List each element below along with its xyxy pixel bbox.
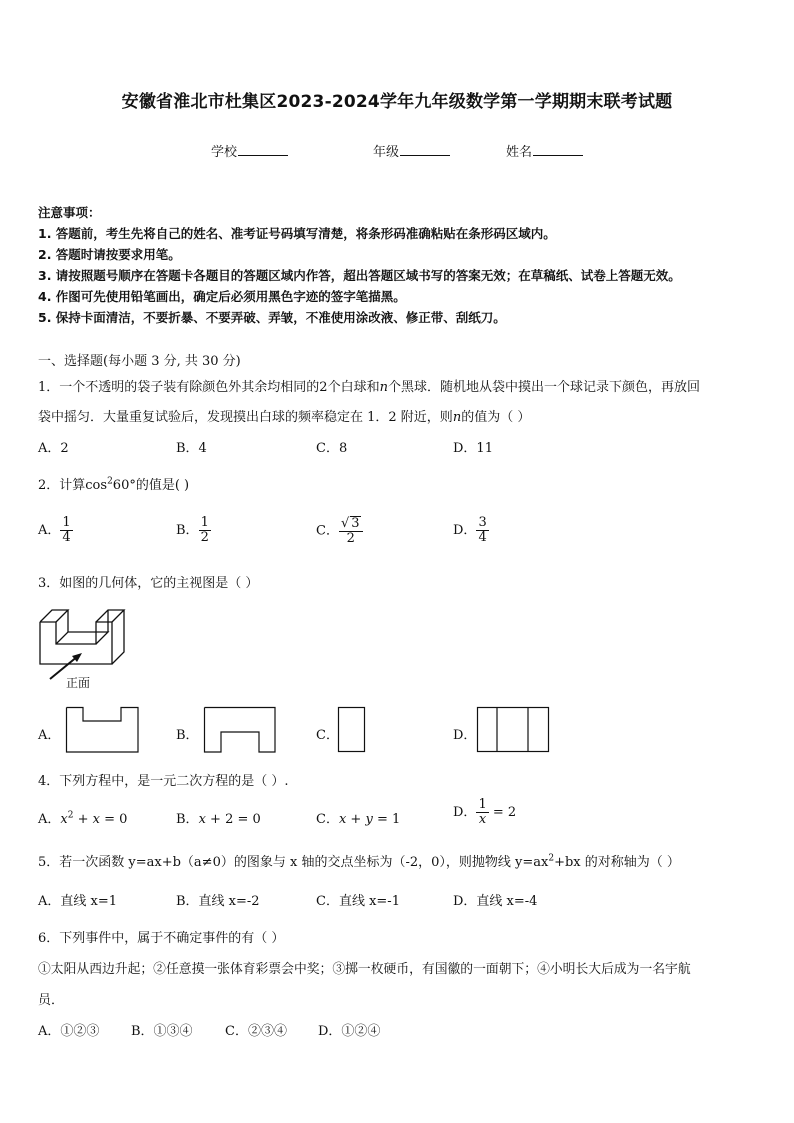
q3-option-b-figure[interactable] [204,707,278,753]
front-label: 正面 [66,676,91,690]
q4-option-d[interactable]: D． $\frac{1}{x}$ = 2 [453,797,517,827]
fraction: $\frac{1}{2}$ [200,515,209,545]
q3-option-c-figure[interactable] [338,707,368,753]
q6-option-a[interactable]: A．①②③ [38,1024,100,1039]
q6-events-line1: ①太阳从西边升起；②任意摸一张体育彩票会中奖；③掷一枚硬币，有国徽的一面朝下；④小明长大后成为一名宇航 [38,962,691,977]
q5-option-d[interactable]: D．直线 x=-4 [453,894,538,909]
notes-heading: 注意事项： [38,205,101,220]
q1-stem-line1: 1．一个不透明的袋子装有除颜色外其余均相同的2个白球和n个黑球．随机地从袋中摸出一个球记录下颜色，再放回 [38,380,700,395]
grade-label: 年级 [373,145,400,160]
q3-stem: 3．如图的几何体，它的主视图是（ ） [38,576,259,591]
grade-field[interactable] [373,141,450,160]
fraction: $\frac{√ 3}{2}$ [339,516,363,546]
school-field[interactable] [211,141,288,160]
q4-option-b[interactable]: B．x + 2 = 0 [176,812,261,827]
note-item: 4. 作图可先使用铅笔画出，确定后必须用黑色字迹的签字笔描黑。 [38,289,406,304]
q6-option-c[interactable]: C．②③④ [225,1024,287,1039]
school-label: 学校 [211,145,238,160]
note-item: 5. 保持卡面清洁，不要折暴、不要弄破、弄皱，不准使用涂改液、修正带、刮纸刀。 [38,310,506,325]
q2-stem: 2．计算$\cos^260^\circ$的值是( ) [38,476,190,493]
q4-option-a[interactable]: A．$x^2 + x = 0$ [38,810,128,827]
q6-stem: 6．下列事件中，属于不确定事件的有（ ） [38,931,285,946]
q6-option-d[interactable]: D．①②④ [318,1024,381,1039]
q1-option-d[interactable]: D．11 [453,441,493,456]
q3-option-d-figure[interactable] [477,707,551,753]
q1-option-a[interactable]: A．2 [38,441,69,456]
q3-option-a-label[interactable]: A． [38,728,61,743]
q2-option-c[interactable]: C． $\frac{√ 3}{2}$ [316,516,363,546]
q5-stem: 5．若一次函数 y=ax+b（a≠0）的图象与 x 轴的交点坐标为（-2，0），则抛物线 $y=ax^2+bx$ 的对称轴为（ ） [38,853,680,870]
note-item: 3. 请按照题号顺序在答题卡各题目的答题区域内作答，超出答题区域书写的答案无效；在草稿纸、试卷上答题无效。 [38,268,681,283]
q1-option-c[interactable]: C．8 [316,441,348,456]
school-blank[interactable] [238,143,288,156]
q5-option-a[interactable]: A．直线 x=1 [38,894,118,909]
q2-option-d[interactable]: D． $\frac{3}{4}$ [453,515,487,545]
q3-option-b-label[interactable]: B． [176,728,199,743]
q2-option-a[interactable]: A． $\frac{1}{4}$ [38,515,71,545]
name-label: 姓名 [506,145,533,160]
name-blank[interactable] [533,143,583,156]
page-title: 安徽省淮北市杜集区2023-2024学年九年级数学第一学期期末联考试题 [121,92,673,112]
q6-events-line2: 员． [38,993,65,1008]
grade-blank[interactable] [400,143,450,156]
q4-option-c[interactable]: C．x + y = 1 [316,812,401,827]
q6-option-b[interactable]: B．①③④ [131,1024,193,1039]
fraction: $\frac{1}{x}$ [478,797,487,827]
section-heading: 一、选择题(每小题 3 分, 共 30 分) [38,354,241,369]
q4-stem: 4．下列方程中，是一元二次方程的是（ ）. [38,774,289,789]
fraction: $\frac{3}{4}$ [478,515,487,545]
q3-option-a-figure[interactable] [66,707,140,753]
note-item: 2. 答题时请按要求用笔。 [38,247,181,262]
q1-stem-line2: 袋中摇匀．大量重复试验后，发现摸出白球的频率稳定在 1．2 附近，则n的值为（ ） [38,410,531,425]
note-item: 1. 答题前，考生先将自己的姓名、准考证号码填写清楚，将条形码准确粘贴在条形码区域内。 [38,226,556,241]
fraction: $\frac{1}{4}$ [62,515,71,545]
q2-option-b[interactable]: B． $\frac{1}{2}$ [176,515,209,545]
q3-option-d-label[interactable]: D． [453,728,477,743]
name-field[interactable] [506,141,583,160]
q5-option-b[interactable]: B．直线 x=-2 [176,894,260,909]
q1-option-b[interactable]: B．4 [176,441,207,456]
q3-option-c-label[interactable]: C． [316,728,339,743]
q5-option-c[interactable]: C．直线 x=-1 [316,894,400,909]
